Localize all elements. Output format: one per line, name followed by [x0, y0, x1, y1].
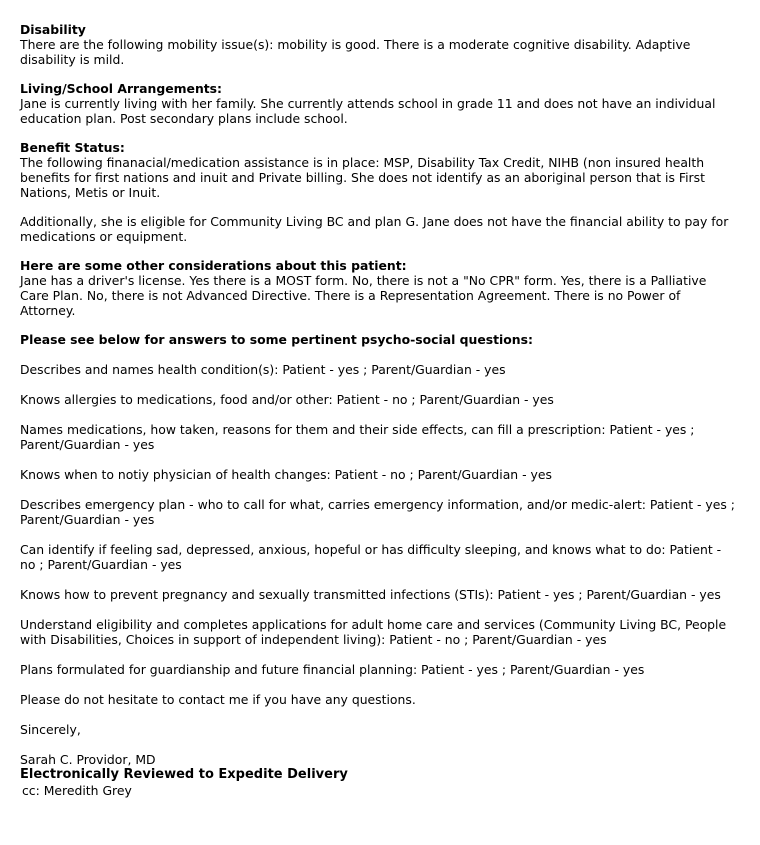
- signer-name: Sarah C. Providor, MD: [20, 752, 156, 767]
- considerations-text: Jane has a driver's license. Yes there is a MOST form. No, there is not a "No CPR" form. Yes, there is a Palliative Care Plan. No, there is not Advanced Directive. There is a Representation Agreement. There is no Power of Attorney.: [20, 273, 707, 318]
- qa-item: Describes emergency plan - who to call for what, carries emergency information, and/or medic-alert: Patient - yes ; Parent/Guardian - yes: [20, 497, 735, 527]
- cc-line: cc: Meredith Grey: [22, 783, 132, 798]
- reviewed-notice: Electronically Reviewed to Expedite Delivery: [20, 767, 348, 782]
- disability-text: There are the following mobility issue(s): mobility is good. There is a moderate cognitive disability. Adaptive disability is mild.: [20, 37, 691, 67]
- disability-section: [20, 22, 735, 67]
- qa-item: Knows how to prevent pregnancy and sexually transmitted infections (STIs): Patient - yes ; Parent/Guardian - yes: [20, 587, 721, 602]
- closing-section: [20, 692, 735, 798]
- disability-heading: Disability: [20, 22, 86, 37]
- living-text: Jane is currently living with her family. She currently attends school in grade 11 and does not have an individual education plan. Post secondary plans include school.: [20, 96, 716, 126]
- qa-item: Knows allergies to medications, food and/or other: Patient - no ; Parent/Guardian - yes: [20, 392, 554, 407]
- benefit-heading: Benefit Status:: [20, 140, 125, 155]
- psychosocial-section: [20, 332, 735, 677]
- benefit-additional-text: Additionally, she is eligible for Community Living BC and plan G. Jane does not have the financial ability to pay for medications or equipment.: [20, 214, 729, 244]
- qa-item: Understand eligibility and completes applications for adult home care and services (Community Living BC, People with Disabilities, Choices in support of independent living): Patient - no ; Parent/Guardian - yes: [20, 617, 727, 647]
- considerations-section: [20, 258, 735, 318]
- benefit-text: The following finanacial/medication assistance is in place: MSP, Disability Tax Credit, NIHB (non insured health benefits for first nations and inuit and Private billing. She does not identify as an aboriginal person that is First Nations, Metis or Inuit.: [20, 155, 705, 200]
- considerations-heading: Here are some other considerations about this patient:: [20, 258, 407, 273]
- qa-item: Describes and names health condition(s): Patient - yes ; Parent/Guardian - yes: [20, 362, 506, 377]
- qa-item: Names medications, how taken, reasons for them and their side effects, can fill a prescription: Patient - yes ; Parent/Guardian - yes: [20, 422, 695, 452]
- living-section: [20, 81, 735, 126]
- sincerely-line: Sincerely,: [20, 722, 81, 737]
- contact-line: Please do not hesitate to contact me if you have any questions.: [20, 692, 416, 707]
- living-heading: Living/School Arrangements:: [20, 81, 223, 96]
- qa-item: Knows when to notiy physician of health changes: Patient - no ; Parent/Guardian - yes: [20, 467, 552, 482]
- qa-item: Plans formulated for guardianship and future financial planning: Patient - yes ; Parent/Guardian - yes: [20, 662, 645, 677]
- qa-item: Can identify if feeling sad, depressed, anxious, hopeful or has difficulty sleeping, and knows what to do: Patient - no ; Parent/Guardian - yes: [20, 542, 722, 572]
- benefit-section: [20, 140, 735, 244]
- psychosocial-heading: Please see below for answers to some pertinent psycho-social questions:: [20, 332, 533, 347]
